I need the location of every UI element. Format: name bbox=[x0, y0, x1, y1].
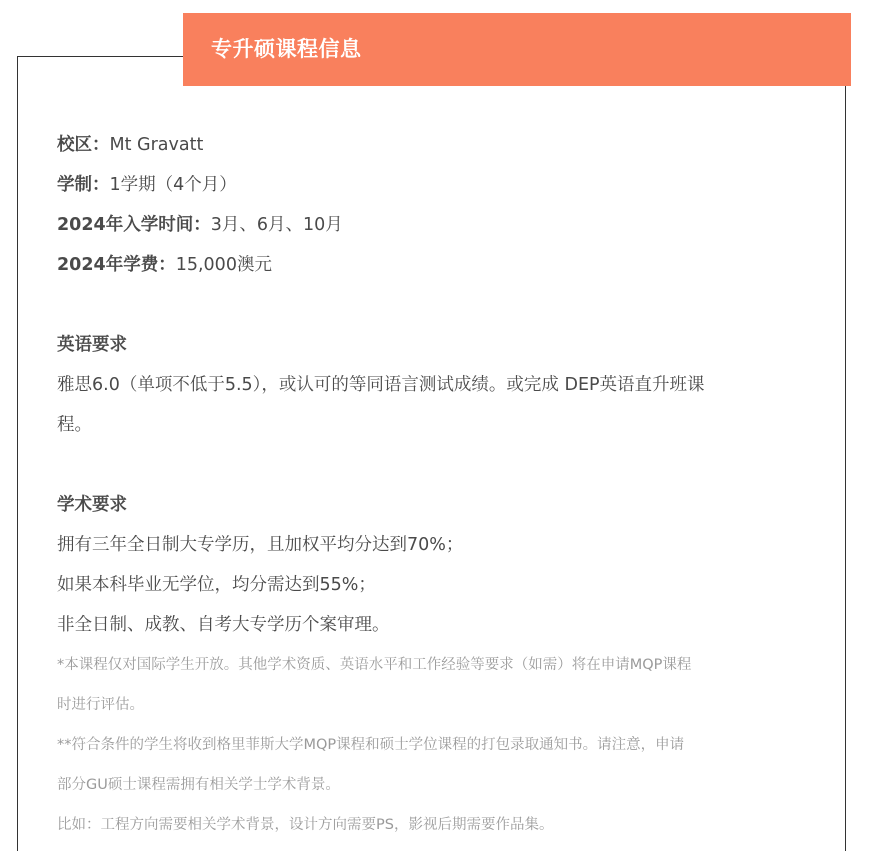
footnote-2-line-1: **符合条件的学生将收到格里菲斯大学MQP课程和硕士学位课程的打包录取通知书。请注意，申请 bbox=[57, 737, 685, 753]
spacer bbox=[57, 285, 817, 325]
fee-row bbox=[57, 245, 817, 285]
campus-label: 校区： bbox=[57, 135, 110, 155]
footnote-3: 比如：工程方向需要相关学术背景，设计方向需要PS，影视后期需要作品集。 bbox=[57, 817, 554, 833]
duration-value: 1学期（4个月） bbox=[109, 175, 237, 195]
campus-row bbox=[57, 125, 817, 165]
english-requirement-line-2: 程。 bbox=[57, 415, 92, 435]
academic-requirement-item: 非全日制、成教、自考大专学历个案审理。 bbox=[57, 615, 390, 635]
footnote-1-line-1: *本课程仅对国际学生开放。其他学术资质、英语水平和工作经验等要求（如需）将在申请MQP课程 bbox=[57, 657, 692, 673]
english-requirement-line-1: 雅思6.0（单项不低于5.5），或认可的等同语言测试成绩。或完成 DEP英语直升班课 bbox=[57, 375, 705, 395]
campus-value: Mt Gravatt bbox=[109, 135, 204, 155]
duration-row bbox=[57, 165, 817, 205]
intake-label: 2024年入学时间： bbox=[57, 215, 211, 235]
footnote-2-line-2: 部分GU硕士课程需拥有相关学士学术背景。 bbox=[57, 777, 340, 793]
intake-row bbox=[57, 205, 817, 245]
academic-heading: 学术要求 bbox=[57, 495, 127, 515]
title-banner bbox=[183, 13, 851, 86]
academic-requirement-item: 如果本科毕业无学位，均分需达到55%； bbox=[57, 575, 376, 595]
spacer bbox=[57, 445, 817, 485]
english-heading: 英语要求 bbox=[57, 335, 127, 355]
footnote-1-line-2: 时进行评估。 bbox=[57, 697, 144, 713]
fee-value: 15,000澳元 bbox=[175, 255, 272, 275]
fee-label: 2024年学费： bbox=[57, 255, 176, 275]
duration-label: 学制： bbox=[57, 175, 110, 195]
intake-value: 3月、6月、10月 bbox=[210, 215, 343, 235]
page-title: 专升硕课程信息 bbox=[211, 36, 362, 61]
academic-requirement-item: 拥有三年全日制大专学历，且加权平均分达到70%； bbox=[57, 535, 464, 555]
course-info-content bbox=[57, 125, 817, 845]
